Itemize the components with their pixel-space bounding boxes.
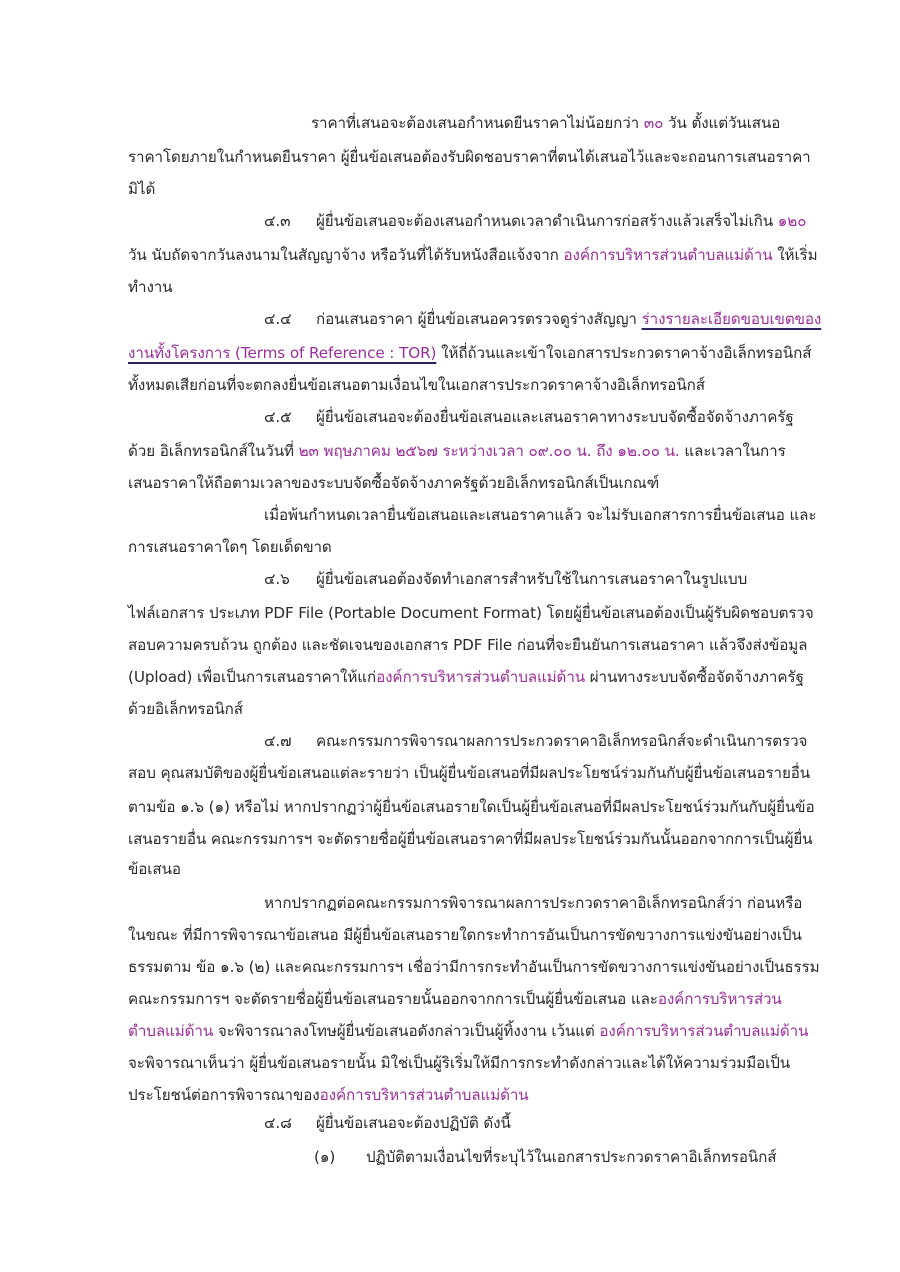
body-text: มิได้ xyxy=(128,180,156,198)
body-text: จะพิจารณาลงโทษผู้ยื่นข้อเสนอดังกล่าวเป็นผู้ทิ้งงาน เว้นแต่ xyxy=(213,1022,600,1040)
highlighted-text: องค์การบริหารส่วนตำบลแม่ด้าน xyxy=(599,1022,809,1040)
clause-number: ๔.๓ xyxy=(264,212,291,230)
highlighted-text: ตำบลแม่ด้าน xyxy=(128,1022,214,1040)
paragraph-line xyxy=(0,406,900,428)
clause-number: ๔.๘ xyxy=(264,1114,292,1132)
paragraph-line xyxy=(0,568,900,590)
paragraph-line xyxy=(0,956,900,978)
paragraph-line xyxy=(0,210,900,232)
body-text: เสนอราคาให้ถือตามเวลาของระบบจัดซื้อจัดจ้างภาครัฐด้วยอิเล็กทรอนิกส์เป็นเกณฑ์ xyxy=(128,474,660,492)
highlighted-text: องค์การบริหารส่วนตำบลแม่ด้าน xyxy=(319,1086,529,1104)
paragraph-line xyxy=(0,1052,900,1074)
body-text: และเวลาในการ xyxy=(679,442,786,460)
body-text: ผู้ยื่นข้อเสนอจะต้องเสนอกำหนดเวลาดำเนินการก่อสร้างแล้วเสร็จไม่เกิน xyxy=(316,212,778,230)
paragraph-line xyxy=(0,472,900,494)
highlighted-text: องค์การบริหารส่วน xyxy=(657,990,782,1008)
clause-number: ๔.๖ xyxy=(264,570,290,588)
paragraph-line xyxy=(0,112,900,134)
body-text: ผู้ยื่นข้อเสนอจะต้องปฏิบัติ ดังนี้ xyxy=(316,1114,511,1132)
paragraph-line xyxy=(0,698,900,720)
clause-number: ๔.๔ xyxy=(264,310,292,328)
body-text: เสนอรายอื่น คณะกรรมการฯ จะตัดรายชื่อผู้ยื่นข้อเสนอราคาที่มีผลประโยชน์ร่วมกันนั้นออกจากการเป็นผู้ยื่น xyxy=(128,830,813,848)
highlighted-text: ๒๓ พฤษภาคม ๒๕๖๗ ระหว่างเวลา ๐๙.๐๐ น. ถึง ๑๒.๐๐ น. xyxy=(298,442,680,460)
highlighted-text: ๑๒๐ xyxy=(777,212,807,230)
paragraph-line xyxy=(0,504,900,526)
paragraph-line xyxy=(0,308,900,330)
body-text: วัน นับถัดจากวันลงนามในสัญญาจ้าง หรือวันที่ได้รับหนังสือแจ้งจาก xyxy=(128,246,564,264)
body-text: ให้เริ่ม xyxy=(772,246,818,264)
body-text: ทั้งหมดเสียก่อนที่จะตกลงยื่นข้อเสนอตามเงื่อนไขในเอกสารประกวดราคาจ้างอิเล็กทรอนิกส์ xyxy=(128,376,705,394)
paragraph-line xyxy=(0,178,900,200)
body-text: หากปรากฏต่อคณะกรรมการพิจารณาผลการประกวดราคาอิเล็กทรอนิกส์ว่า ก่อนหรือ xyxy=(264,894,803,912)
highlighted-text: งานทั้งโครงการ (Terms of Reference : TOR) xyxy=(128,344,437,362)
body-text: ปฏิบัติตามเงื่อนไขที่ระบุไว้ในเอกสารประกวดราคาอิเล็กทรอนิกส์ xyxy=(366,1148,777,1166)
body-text: ผู้ยื่นข้อเสนอจะต้องยื่นข้อเสนอและเสนอราคาทางระบบจัดซื้อจัดจ้างภาครัฐ xyxy=(316,408,794,426)
paragraph-line xyxy=(0,1146,900,1168)
body-text: สอบ คุณสมบัติของผู้ยื่นข้อเสนอแต่ละรายว่า เป็นผู้ยื่นข้อเสนอที่มีผลประโยชน์ร่วมกันกับผู้ยื่นข้อเสนอรายอื่น xyxy=(128,764,811,782)
body-text: ให้ถี่ถ้วนและเข้าใจเอกสารประกวดราคาจ้างอิเล็กทรอนิกส์ xyxy=(436,344,812,362)
paragraph-line xyxy=(0,988,900,1010)
body-text: ผ่านทางระบบจัดซื้อจัดจ้างภาครัฐ xyxy=(585,668,804,686)
paragraph-line xyxy=(0,730,900,752)
body-text: การเสนอราคาใดๆ โดยเด็ดขาด xyxy=(128,538,332,556)
clause-number: (๑) xyxy=(314,1148,336,1166)
body-text: ธรรมตาม ข้อ ๑.๖ (๒) และคณะกรรมการฯ เชื่อว่ามีการกระทำอันเป็นการขัดขวางการแข่งขันอย่างเป็นธรรม xyxy=(128,958,820,976)
body-text: คณะกรรมการพิจารณาผลการประกวดราคาอิเล็กทรอนิกส์จะดำเนินการตรวจ xyxy=(316,732,808,750)
body-text: ประโยชน์ต่อการพิจารณาของ xyxy=(128,1086,320,1104)
body-text: (Upload) เพื่อเป็นการเสนอราคาให้แก่ xyxy=(128,668,377,686)
body-text: ก่อนเสนอราคา ผู้ยื่นข้อเสนอควรตรวจดูร่างสัญญา xyxy=(316,310,642,328)
paragraph-line xyxy=(0,1112,900,1134)
body-text: ไฟล์เอกสาร ประเภท PDF File (Portable Document Format) โดยผู้ยื่นข้อเสนอต้องเป็นผู้รับผิดชอบตรวจ xyxy=(128,604,814,622)
body-text: ด้วยอิเล็กทรอนิกส์ xyxy=(128,700,243,718)
body-text: ทำงาน xyxy=(128,278,173,296)
body-text: จะพิจารณาเห็นว่า ผู้ยื่นข้อเสนอรายนั้น มิใช่เป็นผู้ริเริ่มให้มีการกระทำดังกล่าวและได้ให้ความร่วมมือเป็น xyxy=(128,1054,791,1072)
paragraph-line xyxy=(0,892,900,914)
paragraph-line xyxy=(0,924,900,946)
body-text: สอบความครบถ้วน ถูกต้อง และชัดเจนของเอกสาร PDF File ก่อนที่จะยืนยันการเสนอราคา แล้วจึงส่งข้อมูล xyxy=(128,636,808,654)
paragraph-line xyxy=(0,342,900,364)
body-text: ในขณะ ที่มีการพิจารณาข้อเสนอ มีผู้ยื่นข้อเสนอรายใดกระทำการอันเป็นการขัดขวางการแข่งขันอย่างเป็น xyxy=(128,926,802,944)
highlighted-text: องค์การบริหารส่วนตำบลแม่ด้าน xyxy=(563,246,773,264)
paragraph-line xyxy=(0,440,900,462)
highlighted-text: ๓๐ xyxy=(643,114,664,132)
paragraph-line xyxy=(0,858,900,880)
paragraph-line xyxy=(0,634,900,656)
paragraph-line xyxy=(0,602,900,624)
paragraph-line xyxy=(0,244,900,266)
body-text: ผู้ยื่นข้อเสนอต้องจัดทำเอกสารสำหรับใช้ในการเสนอราคาในรูปแบบ xyxy=(316,570,748,588)
body-text: ราคาโดยภายในกำหนดยืนราคา ผู้ยื่นข้อเสนอต้องรับผิดชอบราคาที่ตนได้เสนอไว้และจะถอนการเสนอราคา xyxy=(128,148,811,166)
paragraph-line xyxy=(0,666,900,688)
paragraph-line xyxy=(0,146,900,168)
body-text: วัน ตั้งแต่วันเสนอ xyxy=(663,114,781,132)
clause-number: ๔.๗ xyxy=(264,732,292,750)
body-text: ตามข้อ ๑.๖ (๑) หรือไม่ หากปรากฏว่าผู้ยื่นข้อเสนอรายใดเป็นผู้ยื่นข้อเสนอที่มีผลประโยชน์ร่วมกันกับผู้ยื่นข้อ xyxy=(128,798,815,816)
clause-number: ๔.๕ xyxy=(264,408,292,426)
paragraph-line xyxy=(0,276,900,298)
body-text: เมื่อพ้นกำหนดเวลายื่นข้อเสนอและเสนอราคาแล้ว จะไม่รับเอกสารการยื่นข้อเสนอ และ xyxy=(264,506,817,524)
paragraph-line xyxy=(0,536,900,558)
paragraph-line xyxy=(0,796,900,818)
paragraph-line xyxy=(0,762,900,784)
paragraph-line xyxy=(0,374,900,396)
body-text: ราคาที่เสนอจะต้องเสนอกำหนดยืนราคาไม่น้อยกว่า xyxy=(311,114,644,132)
paragraph-line xyxy=(0,828,900,850)
highlighted-text: องค์การบริหารส่วนตำบลแม่ด้าน xyxy=(376,668,586,686)
body-text: คณะกรรมการฯ จะตัดรายชื่อผู้ยื่นข้อเสนอรายนั้นออกจากการเป็นผู้ยื่นข้อเสนอ และ xyxy=(128,990,658,1008)
body-text: ด้วย อิเล็กทรอนิกส์ในวันที่ xyxy=(128,442,299,460)
highlighted-text: ร่างรายละเอียดขอบเขตของ xyxy=(641,310,822,328)
body-text: ข้อเสนอ xyxy=(128,860,181,878)
paragraph-line xyxy=(0,1020,900,1042)
paragraph-line xyxy=(0,1084,900,1106)
